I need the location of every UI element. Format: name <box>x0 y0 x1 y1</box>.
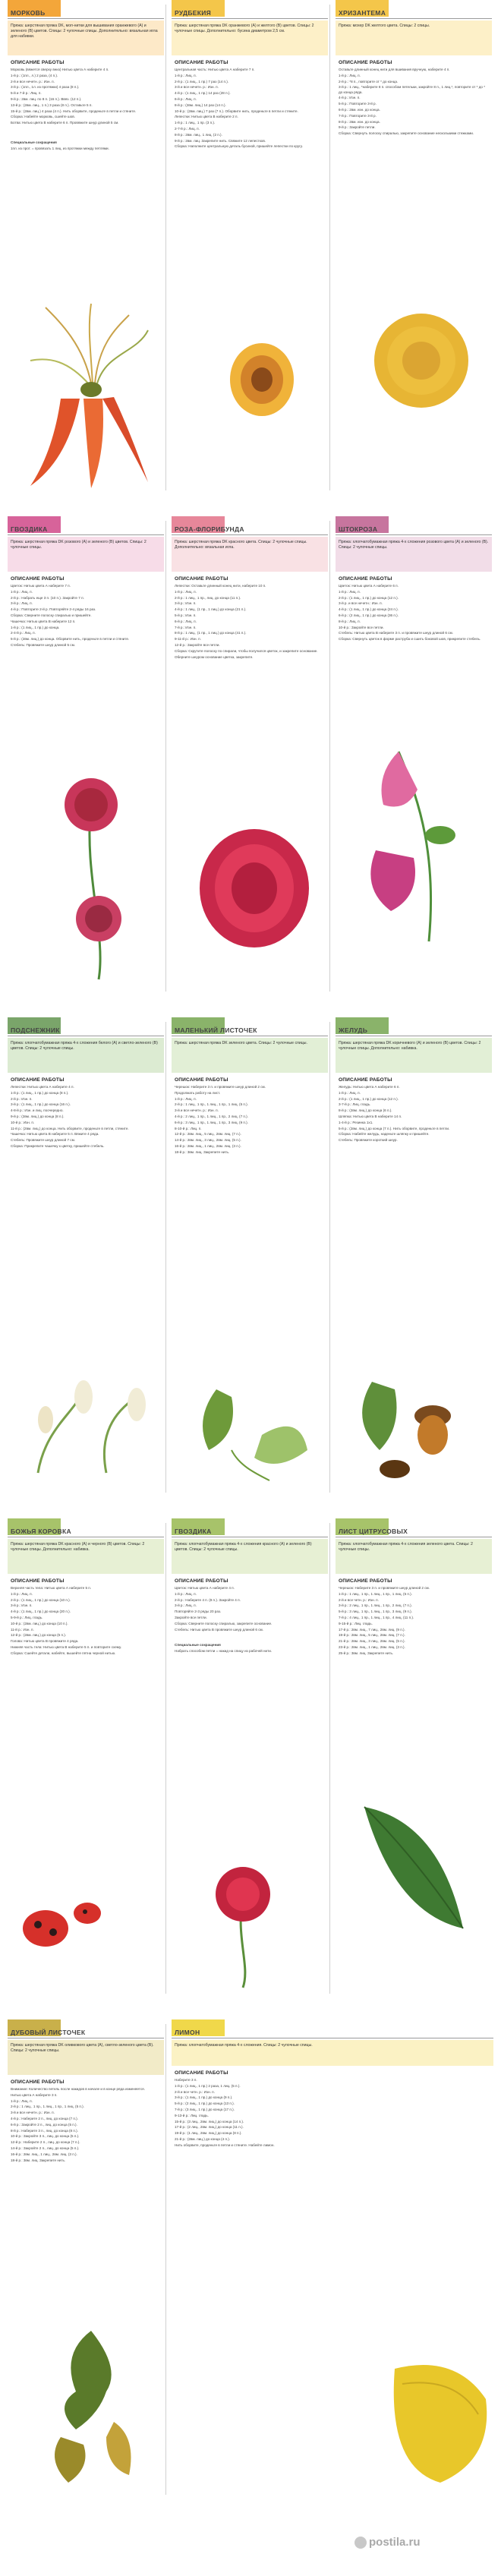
small-leaf-illustration <box>186 1382 315 1488</box>
instructions: Лепестки: Нитью цвета А наберите 4 п. 1-й р.: (1 лиц., 1 пр.) до конца (8 п.). 2-й р.: Изн. п. 3-й р.: (1 лиц., 1 пр.) до конца (16 п.). 4-8-й р.: Изн. и лиц. поочередно. 9-й р.: (2вм. лиц.) до конца (8 п.). 10-й р.: Изн. п. 11-й р.: (2вм. лиц.) до конца. Нить оборвите, проденьте в петли, стяните. Чашечка: Нитью цвета В наберите 5 п. Вяжите 4 ряда. Стебель: Провяжите шнур длиной 7 см. Сборка: Прикрепите чашечку к цветку, пришейте стебель. <box>11 1085 129 1148</box>
pattern-oak-leaf <box>8 2019 164 2164</box>
instructions: Центральная часть: Нитью цвета А наберите 7 п. 1-й р.: Лиц. п. 2-й р.: (1 лиц., 1 пр.) 7 раз (14 п.). 3-й и все нечетн. р.: Изн. п. 4-й р.: (1 лиц., 1 пр.) 14 раз (28 п.). 6-й р.: Лиц. п. 8-й р.: (2вм. лиц.) 14 раз (14 п.). 10-й р.: (2вм. лиц.) 7 раз (7 п.). Оборвите нить, проденьте в петли и стяните. Лепестки: Нитью цвета В наберите 2 п. 1-й р.: 1 лиц., 1 пр. (3 п.). 2-7-й р.: Лиц. п. 8-й р.: 2вм. лиц., 1 лиц. (2 п.). 9-й р.: 2вм. лиц. Закрепите нить. Свяжите 12 лепестков. Сборка: Наполните центральную деталь бусиной, пришейте лепестки по кругу. <box>175 68 303 149</box>
pattern-acorn <box>336 1017 492 1144</box>
pattern-title: РОЗА-ФЛОРИБУНДА <box>175 525 244 533</box>
pattern-spec: Пряжа: шерстяная пряжа DK оливкового цвета (А), светло-зеленого цвета (В). Спицы: 2 чулочные спицы. <box>8 2040 164 2075</box>
pattern-small-leaf <box>172 1017 328 1156</box>
pattern-citrus-leaf <box>336 1518 492 1657</box>
section-heading: ОПИСАНИЕ РАБОТЫ <box>175 576 228 582</box>
instructions: Верхняя часть тела: Нитью цвета А наберите 5 п. 1-й р.: Лиц. п. 2-й р.: (1 лиц., 1 пр.) до конца (10 п.). 3-й р.: Изн. п. 4-й р.: (1 лиц., 1 пр.) до конца (20 п.). 5-9-й р.: Лиц. гладь. 10-й р.: (2вм. лиц.) до конца (10 п.). 11-й р.: Изн. п. 12-й р.: (2вм. лиц.) до конца (5 п.). Голова: Нитью цвета В провяжите 4 ряда. Нижняя часть тела: Нитью цвета В наберите 5 п. и повторите схему. Сборка: Сшейте детали, набейте, вышейте пятна черной нитью. <box>11 1586 122 1655</box>
pattern-title: ГВОЗДИКА <box>175 1528 212 1535</box>
section-2 <box>0 516 501 1002</box>
pattern-hollyhock <box>336 516 492 643</box>
pattern-spec: Пряжа: шерстяная пряжа DK оранжевого (А) и желтого (В) цветов. Спицы: 2 чулочные спицы. Дополнительно: бусина диаметром 2,5 см. <box>172 20 328 55</box>
section-4 <box>0 1518 501 2004</box>
postila-logo-icon <box>354 2537 367 2549</box>
chrysanthemum-illustration <box>364 304 478 418</box>
pattern-lemon <box>172 2019 493 2149</box>
pattern-snowdrop <box>8 1017 164 1150</box>
pattern-ladybird <box>8 1518 164 1657</box>
section-heading: ОПИСАНИЕ РАБОТЫ <box>175 2070 228 2076</box>
pattern-spec: Пряжа: шерстяная пряжа DK красного цвета. Спицы: 2 чулочные спицы. Дополнительно: вязальная игла. <box>172 537 328 572</box>
pattern-title: ДУБОВЫЙ ЛИСТОЧЕК <box>11 2029 86 2036</box>
pattern-spec: Пряжа: шерстяная пряжа DK коричневого (А) и зеленого (В) цветов. Спицы: 2 чулочные спицы. Дополнительно: набивка. <box>336 1038 492 1073</box>
carrot-illustration <box>15 300 159 490</box>
pattern-carnation <box>8 516 164 649</box>
instructions: Желудь: Нитью цвета А наберите 6 п. 1-й р.: Лиц. п. 2-й р.: (1 лиц., 1 пр.) до конца (12 п.). 3-7-й р.: Лиц. гладь. 8-й р.: (2вм. лиц.) до конца (6 п.). Шляпка: Нитью цвета В наберите 14 п. 1-4-й р.: Резинка 1х1. 5-й р.: (2вм. лиц.) до конца (7 п.). Нить оборвите, проденьте в петли. Сборка: Набейте желудь, наденьте шляпку и пришейте. Стебель: Провяжите короткий шнур. <box>339 1085 450 1143</box>
pattern-spec: Пряжа: хлопчатобумажная пряжа 4-х сложения. Спицы: 2 чулочные спицы. <box>172 2040 493 2066</box>
pattern-title: ПОДСНЕЖНИК <box>11 1026 60 1034</box>
section-1 <box>0 0 501 501</box>
oak-leaf-illustration <box>30 2323 159 2490</box>
section-heading: ОПИСАНИЕ РАБОТЫ <box>175 60 228 65</box>
section-heading: ОПИСАНИЕ РАБОТЫ <box>339 576 392 582</box>
rudbeckia-illustration <box>220 334 304 425</box>
ladybird-illustration <box>15 1898 106 1959</box>
pattern-title: МОРКОВЬ <box>11 9 46 17</box>
instructions: Черешок: Наберите 3 п. и провяжите шнур длиной 2 см. 1-й р.: 1 лиц., 1 пр., 1 лиц., 1 пр., 1 лиц. (5 п.). 2-й и все четн. р.: Изн. п. 3-й р.: 2 лиц., 1 пр., 1 лиц., 1 пр., 2 лиц. (7 п.). 5-й р.: 3 лиц., 1 пр., 1 лиц., 1 пр., 3 лиц. (9 п.). 7-й р.: 4 лиц., 1 пр., 1 лиц., 1 пр., 4 лиц. (11 п.). 9-15-й р.: Лиц. гладь. 17-й р.: 2вм. лиц., 7 лиц., 2вм. лиц. (9 п.). 19-й р.: 2вм. лиц., 5 лиц., 2вм. лиц. (7 п.). 21-й р.: 2вм. лиц., 3 лиц., 2вм. лиц. (5 п.). 23-й р.: 2вм. лиц., 1 лиц., 2вм. лиц. (3 п.). 25-й р.: 3вм. лиц. Закрепите нить. <box>339 1586 430 1655</box>
pattern-spec: Пряжа: хлопчатобумажная пряжа 4-х сложения розового цвета (А) и зеленого (В). Спицы: 2 чулочные спицы. <box>336 537 492 572</box>
acorn-illustration <box>349 1374 478 1488</box>
pattern-spec: Пряжа: шерстяная пряжа DK зеленого цвета. Спицы: 2 чулочные спицы. <box>172 1038 328 1073</box>
snowdrop-illustration <box>15 1374 159 1480</box>
section-heading: ОПИСАНИЕ РАБОТЫ <box>175 1578 228 1584</box>
instructions: Наберите 3 п. 1-й р.: (1 лиц., 1 пр.) 2 раза, 1 лиц. (5 п.). 2-й и все четн. р.: Изн. п. 3-й р.: (1 лиц., 1 пр.) до конца (9 п.). 5-й р.: (2 лиц., 1 пр.) до конца (13 п.). 7-й р.: (3 лиц., 1 пр.) до конца (17 п.). 9-13-й р.: Лиц. гладь. 15-й р.: (3 лиц., 2вм. лиц.) до конца (14 п.). 17-й р.: (2 лиц., 2вм. лиц.) до конца (11 п.). 19-й р.: (1 лиц., 2вм. лиц.) до конца (8 п.). 21-й р.: (2вм. лиц.) до конца (4 п.). Нить оборвите, проденьте в петли и стяните. Набейте лимон. <box>175 2078 275 2147</box>
pattern-spec: Пряжа: шерстяная пряжа DK красного (А) и черного (В) цветов. Спицы: 2 чулочные спицы. Дополнительно: набивка. <box>8 1539 164 1574</box>
pattern-carnation-2 <box>172 1518 328 1654</box>
pattern-title: МАЛЕНЬКИЙ ЛИСТОЧЕК <box>175 1026 257 1034</box>
pattern-title: ЛИСТ ЦИТРУСОВЫХ <box>339 1528 408 1535</box>
pattern-title: ШТОКРОЗА <box>339 525 378 533</box>
pattern-spec: Пряжа: хлопчатобумажная пряжа 4-х сложения зеленого цвета. Спицы: 2 чулочные спицы. <box>336 1539 492 1574</box>
instructions: Оставьте длинный конец нити для вшивания вручную, наберите 4 п. 1-й р.: Лиц. п. 2-й р.: *8 п., повторите от * до конца. 3-й р.: 1 лиц., *наберите 8 п. способом петельки, закройте 8 п., 1 лиц.*, повторите от * до * до конца ряда. 4-й р.: Изн. п. 5-й р.: Повторите 3-й р. 6-й р.: 2вм. изн. до конца. 7-й р.: Повторите 3-й р. 8-й р.: 2вм. изн. до конца. 9-й р.: Закройте петли. Сборка: Свернуть полоску спиралью, закрепите основание несколькими стежками. <box>339 68 486 136</box>
watermark: postila.ru <box>369 2536 421 2549</box>
rose-illustration <box>194 820 315 957</box>
pattern-carrot <box>8 0 164 153</box>
hollyhock-illustration <box>345 744 482 957</box>
section-heading: ОПИСАНИЕ РАБОТЫ <box>175 1077 228 1083</box>
section-heading: ОПИСАНИЕ РАБОТЫ <box>11 2079 65 2085</box>
instructions: Лепестки: Оставьте длинный конец нити, наберите 10 п. 1-й р.: Лиц. п. 2-й р.: 1 лиц., 1 пр., лиц. до конца (11 п.). 3-й р.: Изн. п. 4-й р.: 1 лиц., (1 пр., 1 лиц.) до конца (21 п.). 5-й р.: Изн. п. 6-й р.: Лиц. п. 7-й р.: Изн. п. 8-й р.: 1 лиц., (1 пр., 1 лиц.) до конца (41 п.). 9-11-й р.: Изн. п. 12-й р.: Закройте все петли. Сборка: Скрутите полоску по спирали, чтобы получился цветок, и закрепите основание. Оберните шнуром основание цветка, закрепите. <box>175 584 318 659</box>
pattern-title: ГВОЗДИКА <box>11 525 48 533</box>
instructions: Внимание: Количество петель после накидов в начале и в конце ряда изменяется. Нитью цвета А наберите 3 п. 1-й р.: Лиц. п. 2-й р.: 1 лиц., 1 пр., 1 лиц., 1 пр., 1 лиц. (5 п.). 3-й и все нечетн. р.: Изн. п. 4-й р.: Наберите 2 п., лиц. до конца (7 п.). 6-й р.: Закройте 2 п., лиц. до конца (5 п.). 8-й р.: Наберите 3 п., лиц. до конца (8 п.). 10-й р.: Закройте 3 п., лиц. до конца (5 п.). 12-й р.: Наберите 2 п., лиц. до конца (7 п.). 14-й р.: Закройте 2 п., лиц. до конца (5 п.). 16-й р.: 2вм. лиц., 1 лиц., 2вм. лиц. (3 п.). 18-й р.: 3вм. лиц. Закрепите нить. <box>11 2087 145 2162</box>
carnation-2-illustration <box>190 1852 296 1989</box>
section-heading: ОПИСАНИЕ РАБОТЫ <box>339 1077 392 1083</box>
instructions: Цветок: Нитью цвета А наберите 7 п. 1-й р.: Лиц. п. 2-й р.: Набрать еще 3 п. (10 п.). Закройте 7 п. 3-й р.: Лиц. п. 4-й р.: Повторите 2-й р. Повторяйте 2-4 ряды 16 раз. Сборка: Сверните полоску спиралью и пришейте. Чашечка: Нитью цвета В наберите 12 п. 1-й р.: (1 лиц., 1 пр.) до конца. 2-4-й р.: Лиц. п. 5-й р.: (2вм. лиц.) до конца. Оборвите нить, проденьте в петли и стяните. Стебель: Провяжите шнур длиной 5 см. <box>11 584 130 647</box>
pattern-title: ХРИЗАНТЕМА <box>339 9 386 17</box>
pattern-spec: Пряжа: мохер DK желтого цвета. Спицы: 2 спицы. <box>336 20 492 55</box>
section-heading: ОПИСАНИЕ РАБОТЫ <box>11 60 65 65</box>
section-heading: ОПИСАНИЕ РАБОТЫ <box>11 1077 65 1083</box>
citrus-leaf-illustration <box>349 1792 486 1959</box>
instructions: Цветок: Нитью цвета А наберите 6 п. 1-й р.: Лиц. п. 2-й р.: (1 лиц., 1 пр.) до конца (12 п.). 3-й р. и все нечетн.: Изн. п. 4-й р.: (1 лиц., 1 пр.) до конца (24 п.). 6-й р.: (2 лиц., 1 пр.) до конца (36 п.). 8-й р.: Лиц. п. 10-й р.: Закройте все петли. Стебель: Нитью цвета В наберите 3 п. и провяжите шнур длиной 6 см. Сборка: Свернуть цветок в форме раструба и сшить боковой шов, прикрепите стебель. <box>339 584 481 642</box>
instructions: Морковь (вяжется сверху вниз) Нитью цвета А наберите 4 п. 1-й р.: (1пл., л.) 2 раза, (4 п.). 2-й и все нечетн. р.: Изн. п. 3-й р.: (1пл., 1л. из протяжки) 4 раза (8 п.). 5-й и 7-й р.: Лиц. п. 9-й р.: 2вм. лиц. по 8 п. (16 п.). Ввяз. (12 п.). 13-й р.: (2вм. лиц., 1 п.) 3 раза (8 п.). Оставьте 5 п. 15-й р.: (2вм. лиц.) 4 раза (4 п.). Нить оборвите, проденьте в петли и стяните. Сборка: Набейте морковь, сшейте шов. Ботва: Нитью цвета В наберите 6 п. Провяжите шнур длиной 5 см. Специальные сокращения 1пл. из прот. = провязать 1 лиц. из протяжки между петлями. <box>11 68 137 151</box>
lemon-illustration <box>380 2354 493 2490</box>
pattern-rose <box>172 516 328 661</box>
pattern-rudbeckia <box>172 0 328 150</box>
instructions: Черешок: Наберите 3 п. и провяжите шнур длиной 2 см. Продолжать работу на лист. 1-й р.: Лиц. п. 2-й р.: 1 лиц., 1 пр., 1 лиц., 1 пр., 1 лиц. (5 п.). 3-й и все нечетн. р.: Изн. п. 4-й р.: 2 лиц., 1 пр., 1 лиц., 1 пр., 2 лиц. (7 п.). 6-й р.: 3 лиц., 1 пр., 1 лиц., 1 пр., 3 лиц. (9 п.). 8-10-й р.: Лиц. п. 12-й р.: 2вм. лиц., 5 лиц., 2вм. лиц. (7 п.). 14-й р.: 2вм. лиц., 3 лиц., 2вм. лиц. (5 п.). 16-й р.: 2вм. лиц., 1 лиц., 2вм. лиц. (3 п.). 18-й р.: 3вм. лиц. Закрепите нить. <box>175 1085 266 1154</box>
pattern-spec: Пряжа: хлопчатобумажная пряжа 4-х сложения белого (А) и светло-зеленого (В) цветов. Спицы: 2 чулочные спицы. <box>8 1038 164 1073</box>
pattern-spec: Пряжа: хлопчатобумажная пряжа 4-х сложения красного (А) и зеленого (В) цветов. Спицы: 2 чулочные спицы. <box>172 1539 328 1574</box>
pattern-title: БОЖЬЯ КОРОВКА <box>11 1528 71 1535</box>
section-5 <box>0 2019 501 2505</box>
pattern-title: ЖЕЛУДЬ <box>339 1026 368 1034</box>
section-heading: ОПИСАНИЕ РАБОТЫ <box>339 60 392 65</box>
pattern-chrysanthemum <box>336 0 492 137</box>
instructions: Цветок: Нитью цвета А наберите 4 п. 1-й р.: Лиц. п. 2-й р.: Наберите 4 п. (8 п.). Закройте 4 п. 3-й р.: Лиц. п. Повторяйте 2-3 ряды 20 раз. Закройте все петли. Сборка: Сверните полоску спиралью, закрепите основание. Стебель: Нитью цвета В провяжите шнур длиной 6 см. Специальные сокращения Набрать способом петли = накид на спицу из рабочей нити. <box>175 1586 273 1653</box>
pattern-spec: Пряжа: шерстяная пряжа DK, моп-нитки для вышивания оранжевого (А) и зеленого (В) цветов. Спицы: 2 чулочные спицы. Дополнительно: вязальная игла для набивки. <box>8 20 164 55</box>
pattern-spec: Пряжа: шерстяная пряжа DK розового (А) и зеленого (В) цветов. Спицы: 2 чулочные спицы. <box>8 537 164 572</box>
carnation-illustration <box>38 759 152 987</box>
pattern-title: ЛИМОН <box>175 2029 200 2036</box>
pattern-title: РУДБЕКИЯ <box>175 9 212 17</box>
section-heading: ОПИСАНИЕ РАБОТЫ <box>11 576 65 582</box>
section-3 <box>0 1017 501 1503</box>
section-heading: ОПИСАНИЕ РАБОТЫ <box>11 1578 65 1584</box>
section-heading: ОПИСАНИЕ РАБОТЫ <box>339 1578 392 1584</box>
